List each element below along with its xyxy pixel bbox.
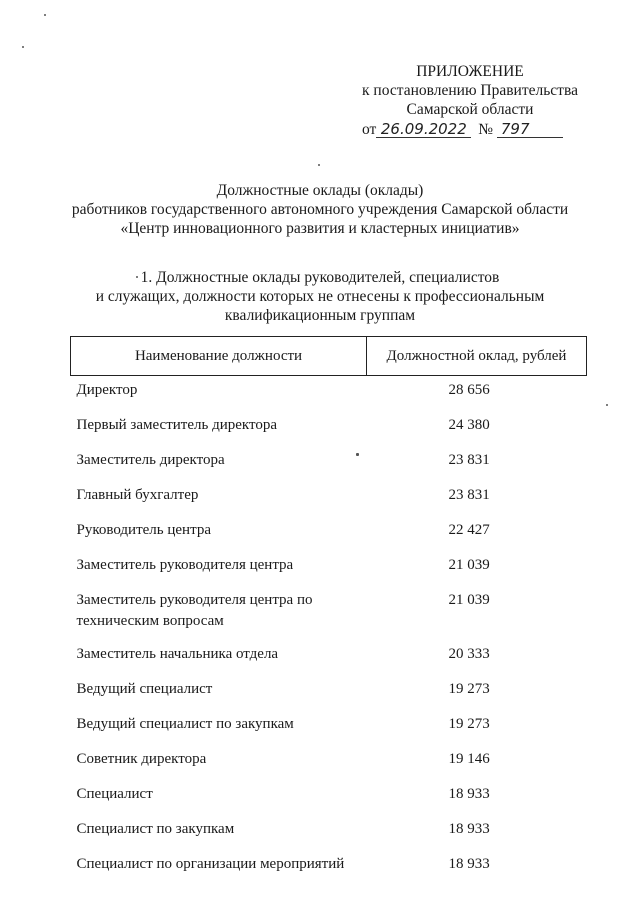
document-title-line-2: работников государственного автономного учреждения Самарской области [71, 201, 569, 218]
salary-cell: 24 380 [448, 417, 490, 433]
table-row [71, 376, 587, 412]
salary-cell: 21 039 [448, 592, 490, 608]
position-cell: Руководитель центра [76, 522, 211, 538]
appendix-line-2: Самарской области [406, 101, 534, 118]
appendix-date-row [340, 120, 600, 139]
table-row [71, 815, 587, 850]
position-cell: Заместитель руководителя центра по техническим вопросам [76, 592, 313, 629]
table-row [71, 411, 587, 446]
salary-cell: 20 333 [448, 646, 490, 662]
appendix-header [340, 62, 600, 139]
number-prefix: № [478, 121, 493, 138]
position-cell: Первый заместитель директора [76, 417, 277, 433]
table-row [71, 745, 587, 780]
salary-cell: 21 039 [448, 557, 490, 573]
position-cell: Специалист [76, 786, 153, 802]
column-header-position: Наименование должности [71, 337, 367, 376]
position-cell: Специалист по закупкам [76, 821, 235, 837]
salary-table [70, 336, 587, 885]
position-cell: Советник директора [76, 751, 207, 767]
position-cell: Ведущий специалист по закупкам [76, 716, 294, 732]
salary-cell: 18 933 [448, 856, 490, 872]
salary-cell: 22 427 [448, 522, 490, 538]
salary-cell: 18 933 [448, 821, 490, 837]
salary-cell: 23 831 [448, 452, 490, 468]
table-row [71, 850, 587, 885]
table-row [71, 780, 587, 815]
appendix-title: ПРИЛОЖЕНИЕ [416, 63, 524, 80]
position-cell: Ведущий специалист [76, 681, 213, 697]
position-cell: Специалист по организации мероприятий [76, 856, 345, 872]
salary-cell: 28 656 [448, 382, 490, 398]
table-header-row [71, 337, 587, 376]
table-row [71, 586, 587, 640]
handwritten-number: 797 [497, 121, 563, 138]
scan-speck [136, 276, 138, 278]
column-header-salary: Должностной оклад, рублей [367, 337, 587, 376]
table-row [71, 516, 587, 551]
appendix-line-1: к постановлению Правительства [362, 82, 578, 99]
salary-cell: 18 933 [448, 786, 490, 802]
table-row [71, 446, 587, 481]
section-heading-line-1: 1. Должностные оклады руководителей, специалистов [140, 269, 500, 286]
position-cell: Главный бухгалтер [76, 487, 199, 503]
scan-speck [44, 14, 46, 16]
salary-cell: 19 273 [448, 716, 490, 732]
date-prefix: от [362, 121, 377, 138]
scan-speck [356, 453, 359, 456]
salary-cell: 19 273 [448, 681, 490, 697]
table-row [71, 551, 587, 586]
document-title-line-3: «Центр инновационного развития и кластерных инициатив» [120, 220, 520, 237]
section-heading-line-2: и служащих, должности которых не отнесены к профессиональным [95, 288, 545, 305]
position-cell: Заместитель руководителя центра [76, 557, 294, 573]
table-row [71, 640, 587, 675]
position-cell: Заместитель директора [76, 452, 225, 468]
scan-speck [22, 46, 24, 48]
section-heading [70, 268, 570, 325]
scan-speck [318, 164, 320, 166]
position-cell: Директор [76, 382, 138, 398]
document-title [40, 181, 600, 238]
position-cell: Заместитель начальника отдела [76, 646, 279, 662]
table-row [71, 710, 587, 745]
handwritten-date: 26.09.2022 [376, 121, 471, 138]
section-heading-line-3: квалификационным группам [224, 307, 416, 324]
table-row [71, 481, 587, 516]
salary-cell: 23 831 [448, 487, 490, 503]
scan-speck [606, 404, 608, 406]
document-title-line-1: Должностные оклады (оклады) [216, 182, 424, 199]
salary-cell: 19 146 [448, 751, 490, 767]
table-row [71, 675, 587, 710]
